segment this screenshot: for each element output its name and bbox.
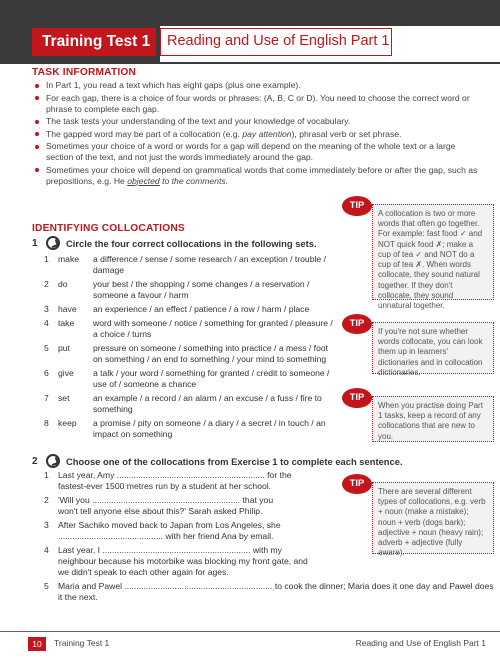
list-item: For each gap, there is a choice of four words or phrases: (A, B, C or D). You need to choose the correct word or phrase to complete each gap. xyxy=(32,93,484,115)
list-item: Sometimes your choice will depend on grammatical words that come immediately before or after the gap, such as prepositions, e.g. He objected to the comments. xyxy=(32,165,484,187)
bullet-dot xyxy=(35,120,39,124)
page-number: 10 xyxy=(28,637,46,651)
list-item: The gapped word may be part of a collocation (e.g. pay attention), phrasal verb or set phrase. xyxy=(32,129,484,140)
top-band xyxy=(0,0,500,26)
exercise-1-number: 1 xyxy=(32,238,38,249)
exercise-1-instruction: Circle the four correct collocations in the following sets. xyxy=(66,238,317,249)
list-item: 8 keep a promise / pity on someone / a diary / a secret / in touch / an impact on something xyxy=(44,418,326,439)
list-item: 2 do your best / the shopping / some changes / a reservation / someone a favour / harm xyxy=(44,279,310,300)
footer-test-label: Training Test 1 xyxy=(54,638,110,648)
bullet-dot xyxy=(35,96,39,100)
list-item: 3 have an experience / an effect / patience / a row / harm / place xyxy=(44,304,310,314)
tip-badge: TIP xyxy=(342,474,372,494)
tip-box: There are several different types of collocations, e.g. verb + noun (make a mistake); noun + verb (dogs bark); adjective + noun (heavy rain); adverb + adjective (fully aware). xyxy=(372,482,494,554)
list-item: 3 After Sachiko moved back to Japan from Los Angeles, she ............................................ with her friend Ana by email. xyxy=(44,520,281,541)
list-item: 4 Last year, I .............................................................. with my neighbour because his motorbike was blocking my front gate, and we didn't speak to each other again for ages. xyxy=(44,545,308,577)
list-item: Sometimes your choice of a word or words for a gap will depend on the meaning of the whole text or a large section of the text, and not just the words immediately around the gap. xyxy=(32,141,484,163)
tip-badge: TIP xyxy=(342,388,372,408)
bullet-dot xyxy=(35,168,39,172)
list-item: 6 give a talk / your word / something for granted / credit to someone / use of / someone a chance xyxy=(44,368,330,389)
task-info-list xyxy=(32,80,484,188)
pencil-icon xyxy=(46,454,60,468)
identifying-heading: IDENTIFYING COLLOCATIONS xyxy=(32,223,185,234)
list-item: 4 take word with someone / notice / something for granted / pleasure / a choice / turns xyxy=(44,318,333,339)
tip-badge: TIP xyxy=(342,314,372,334)
part-title: Reading and Use of English Part 1 xyxy=(160,28,392,56)
exercise-2-number: 2 xyxy=(32,456,38,467)
list-item: The task tests your understanding of the text and your knowledge of vocabulary. xyxy=(32,116,484,127)
bullet-dot xyxy=(35,132,39,136)
list-item: 1 Last year, Amy .............................................................. for the fastest-ever 1500 metres run by a student at her school. xyxy=(44,470,292,491)
footer-rule xyxy=(0,631,500,632)
bullet-dot xyxy=(35,145,39,149)
list-item: 5 put pressure on someone / something into practice / a mess / foot on something / an end to something / your mind to something xyxy=(44,343,329,364)
list-item: 7 set an example / a record / an alarm / an excuse / a fuss / fire to something xyxy=(44,393,322,414)
header-rule xyxy=(0,62,500,64)
tip-box: A collocation is two or more words that often go together. For example: fast food ✓ and NOT quick food ✗; make a cup of tea ✓ and NOT do a cup of tea ✗. When words collocate, they sound natural together. If they don't collocate, they sound unnatural together. xyxy=(372,204,494,300)
task-info-heading: TASK INFORMATION xyxy=(32,67,137,78)
tip-badge: TIP xyxy=(342,196,372,216)
page-header xyxy=(0,26,500,64)
list-item: 1 make a difference / sense / some research / an exception / trouble / damage xyxy=(44,254,326,275)
exercise-2-instruction: Choose one of the collocations from Exercise 1 to complete each sentence. xyxy=(66,456,403,467)
tip-box: When you practise doing Part 1 tasks, keep a record of any collocations that are new to you. xyxy=(372,396,494,442)
tip-box: If you're not sure whether words collocate, you can look them up in learners' dictionaries and in collocation dictionaries. xyxy=(372,322,494,374)
pencil-icon xyxy=(46,236,60,250)
test-label: Training Test 1 xyxy=(32,28,156,56)
bullet-dot xyxy=(35,84,39,88)
collocation-list xyxy=(44,254,334,443)
list-item: 2 'Will you .............................................................. that you won't tell anyone else about this?' Sarah asked Philip. xyxy=(44,495,274,516)
footer-part-label: Reading and Use of English Part 1 xyxy=(355,638,486,648)
list-item: 5 Maria and Pawel .............................................................. to cook the dinner; Maria does it one day and Pawel does it the next. xyxy=(44,581,494,602)
list-item: In Part 1, you read a text which has eight gaps (plus one example). xyxy=(32,80,484,91)
